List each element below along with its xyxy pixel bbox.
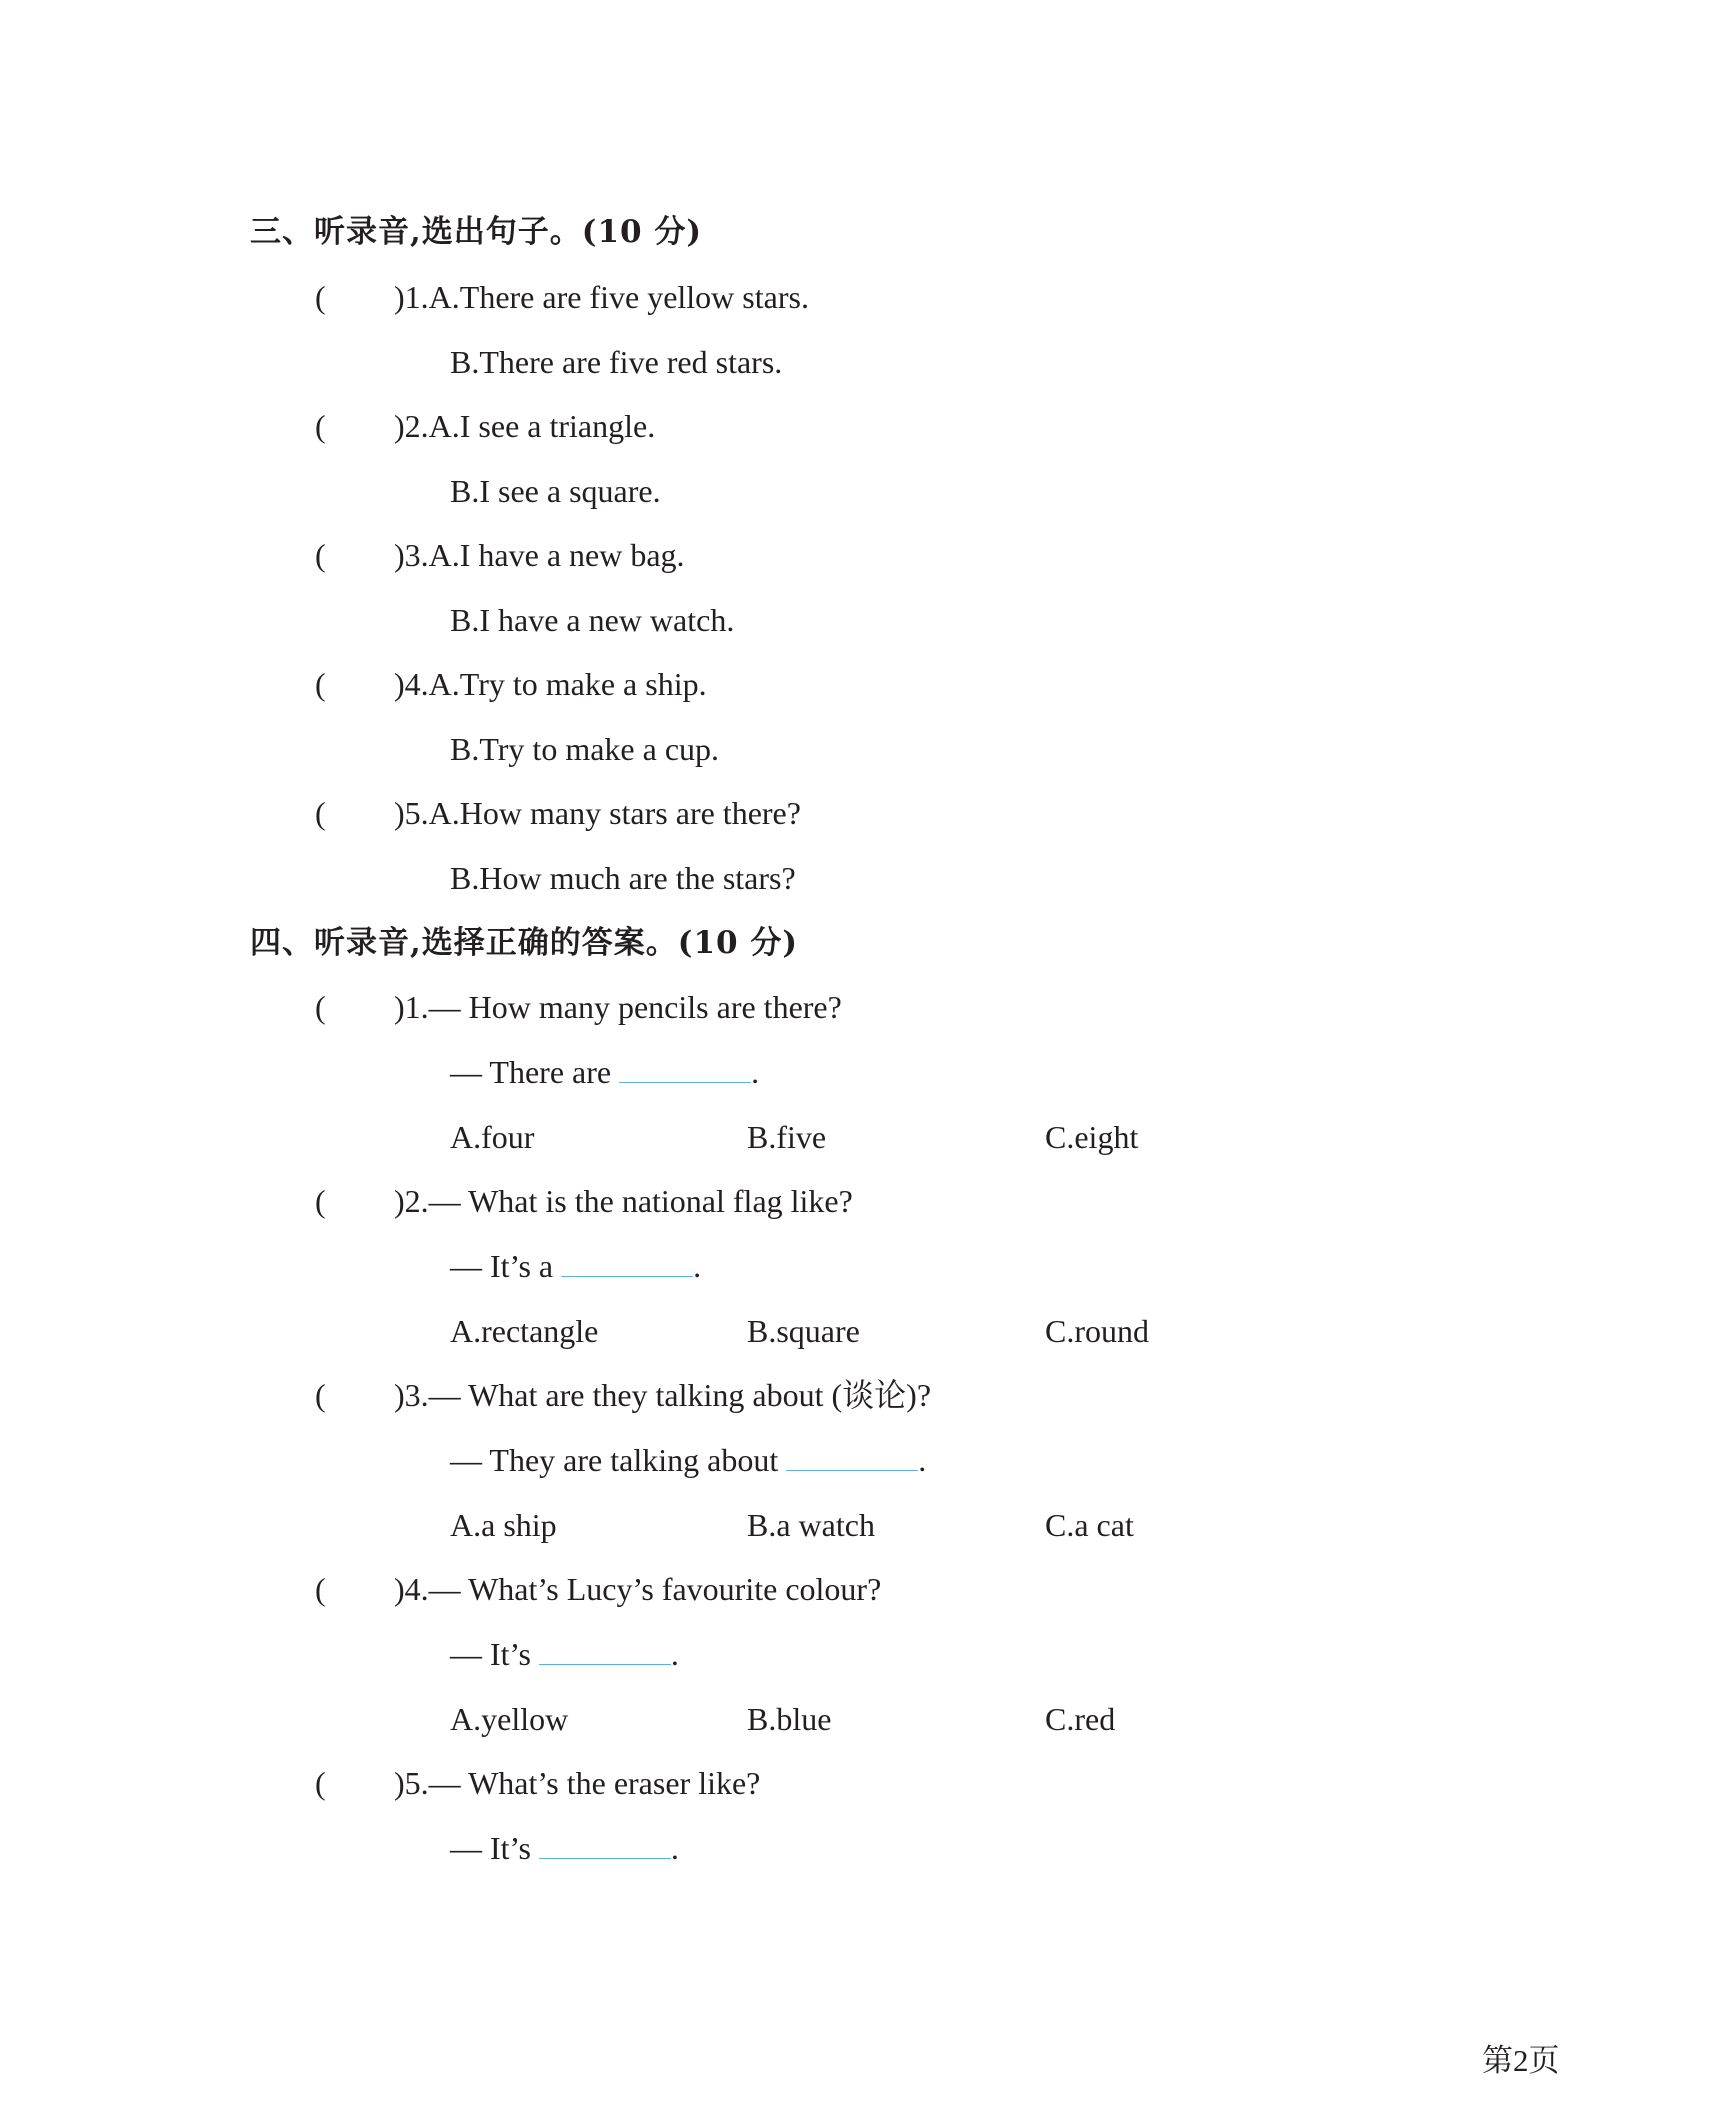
answer-paren[interactable]: (	[315, 279, 326, 315]
question-text: )2.— What is the national flag like?	[394, 1183, 853, 1219]
question-option-a: )2.A.I see a triangle.	[394, 408, 656, 444]
fill-in-blank[interactable]	[619, 1054, 751, 1083]
question-text: )1.— How many pencils are there?	[394, 989, 842, 1025]
blank-end: .	[751, 1054, 760, 1090]
question-option-b: B.How much are the stars?	[450, 860, 796, 896]
question-option-b: B.I see a square.	[450, 473, 661, 509]
answer-line	[450, 1828, 679, 1868]
answer-line	[450, 1246, 701, 1286]
blank-end: .	[670, 1636, 679, 1672]
blank-end: .	[670, 1830, 679, 1866]
choice-a: A.four	[450, 1119, 535, 1155]
answer-line	[450, 1052, 759, 1092]
choice-a: A.rectangle	[450, 1313, 599, 1349]
answer-paren[interactable]: (	[315, 1765, 326, 1801]
fill-in-blank[interactable]	[786, 1442, 918, 1471]
answer-paren[interactable]: (	[315, 666, 326, 702]
choice-b: B.square	[747, 1313, 860, 1349]
fill-in-blank[interactable]	[539, 1830, 671, 1859]
answer-paren[interactable]: (	[315, 795, 326, 831]
choice-b: B.five	[747, 1119, 827, 1155]
choice-a: A.a ship	[450, 1507, 557, 1543]
page-number: 第2页	[1482, 2043, 1560, 2078]
question-text: )4.— What’s Lucy’s favourite colour?	[394, 1571, 882, 1607]
fill-in-blank[interactable]	[561, 1248, 693, 1277]
answer-prefix: — It’s	[450, 1830, 531, 1866]
question-option-a: )4.A.Try to make a ship.	[394, 666, 707, 702]
answer-paren[interactable]: (	[315, 989, 326, 1025]
choice-a: A.yellow	[450, 1701, 569, 1737]
choice-c: C.red	[1045, 1701, 1116, 1737]
answer-prefix: — It’s	[450, 1636, 531, 1672]
choice-c: C.a cat	[1045, 1507, 1134, 1543]
choice-c: C.eight	[1045, 1119, 1139, 1155]
answer-line	[450, 1440, 926, 1480]
question-option-b: B.There are five red stars.	[450, 344, 783, 380]
answer-paren[interactable]: (	[315, 1183, 326, 1219]
answer-prefix: — It’s a	[450, 1248, 554, 1284]
question-option-a: )3.A.I have a new bag.	[394, 537, 685, 573]
question-option-b: B.I have a new watch.	[450, 602, 735, 638]
question-text: )3.— What are they talking about (谈论)?	[394, 1377, 932, 1413]
answer-paren[interactable]: (	[315, 1377, 326, 1413]
blank-end: .	[693, 1248, 702, 1284]
answer-paren[interactable]: (	[315, 1571, 326, 1607]
choice-b: B.blue	[747, 1701, 832, 1737]
answer-line	[450, 1634, 679, 1674]
choice-b: B.a watch	[747, 1507, 875, 1543]
question-option-b: B.Try to make a cup.	[450, 731, 720, 767]
section3-heading: 三、听录音,选出句子。(10 分)	[250, 214, 703, 250]
fill-in-blank[interactable]	[539, 1636, 671, 1665]
answer-paren[interactable]: (	[315, 408, 326, 444]
answer-prefix: — There are	[450, 1054, 612, 1090]
question-text: )5.— What’s the eraser like?	[394, 1765, 761, 1801]
section4-heading: 四、听录音,选择正确的答案。(10 分)	[250, 925, 799, 961]
choice-c: C.round	[1045, 1313, 1149, 1349]
answer-prefix: — They are talking about	[450, 1442, 779, 1478]
question-option-a: )1.A.There are five yellow stars.	[394, 279, 809, 315]
answer-paren[interactable]: (	[315, 537, 326, 573]
question-option-a: )5.A.How many stars are there?	[394, 795, 801, 831]
blank-end: .	[918, 1442, 927, 1478]
